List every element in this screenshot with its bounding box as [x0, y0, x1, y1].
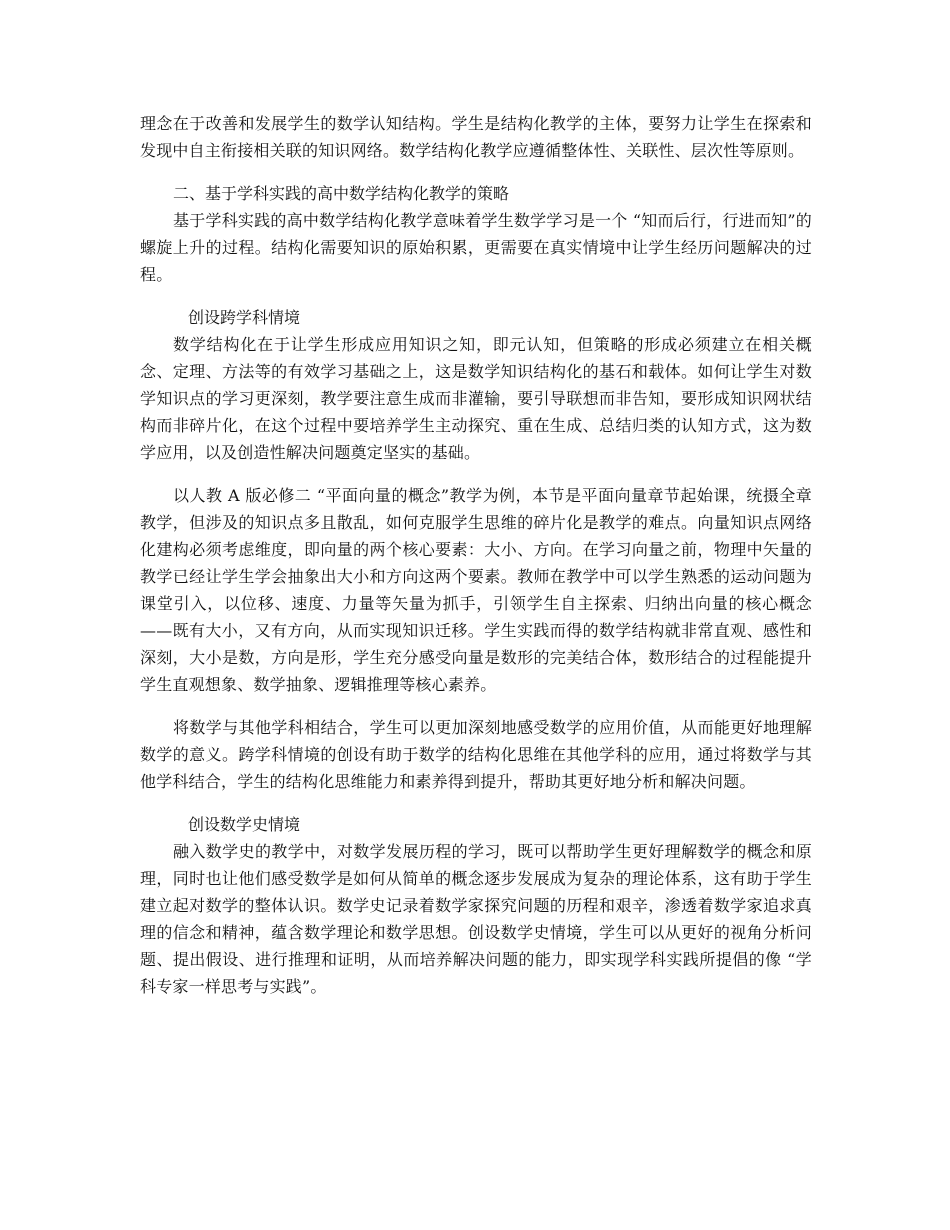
- paragraph-math-history: 融入数学史的教学中，对数学发展历程的学习，既可以帮助学生更好理解数学的概念和原理，同时也让他们感受数学是如何从简单的概念逐步发展成为复杂的理论体系，这有助于学生建立起对数学的整体认识。数学史记录着数学家探究问题的历程和艰辛，渗透着数学家追求真理的信念和精神，蕴含数学理论和数学思想。创设数学史情境，学生可以从更好的视角分析问题、提出假设、进行推理和证明，从而培养解决问题的能力，即实现学科实践所提倡的像 “学科专家一样思考与实践”。: [140, 842, 812, 996]
- section-heading-strategies: 二、基于学科实践的高中数学结构化教学的策略: [173, 184, 510, 203]
- paragraph-vector-example: 以人教 A 版必修二 “平面向量的概念”教学为例，本节是平面向量章节起始课，统摄全章教学，但涉及的知识点多且散乱，如何克服学生思维的碎片化是教学的难点。向量知识点网络化建构必须考虑维度，即向量的两个核心要素：大小、方向。在学习向量之前，物理中矢量的教学已经让学生学会抽象出大小和方向这两个要素。教师在教学中可以学生熟悉的运动问题为课堂引入，以位移、速度、力量等矢量为抓手，引领学生自主探索、归纳出向量的核心概念——既有大小，又有方向，从而实现知识迁移。学生实践而得的数学结构就非常直观、感性和深刻，大小是数，方向是形，学生充分感受向量是数形的完美结合体，数形结合的过程能提升学生直观想象、数学抽象、逻辑推理等核心素养。: [140, 486, 812, 694]
- paragraph-metacognition: 数学结构化在于让学生形成应用知识之知，即元认知，但策略的形成必须建立在相关概念、定理、方法等的有效学习基础之上，这是数学知识结构化的基石和载体。如何让学生对数学知识点的学习更深刻，教学要注意生成而非灌输，要引导联想而非告知，要形成知识网状结构而非碎片化，在这个过程中要培养学生主动探究、重在生成、总结归类的认知方式，这为数学应用，以及创造性解决问题奠定坚实的基础。: [140, 335, 812, 462]
- paragraph-cognitive-structure: 理念在于改善和发展学生的数学认知结构。学生是结构化教学的主体，要努力让学生在探索和发现中自主衔接相关联的知识网络。数学结构化教学应遵循整体性、关联性、层次性等原则。: [140, 114, 812, 160]
- paragraph-cross-discipline: 将数学与其他学科相结合，学生可以更加深刻地感受数学的应用价值，从而能更好地理解数学的意义。跨学科情境的创设有助于数学的结构化思维在其他学科的应用，通过将数学与其他学科结合，学生的结构化思维能力和素养得到提升，帮助其更好地分析和解决问题。: [140, 718, 812, 791]
- document-body: [140, 110, 812, 1000]
- subheading-interdisciplinary-context: 创设跨学科情境: [188, 308, 301, 327]
- subheading-math-history-context: 创设数学史情境: [188, 815, 301, 834]
- paragraph-spiral-learning: 基于学科实践的高中数学结构化教学意味着学生数学学习是一个 “知而后行，行进而知”的螺旋上升的过程。结构化需要知识的原始积累，更需要在真实情境中让学生经历问题解决的过程。: [140, 211, 812, 284]
